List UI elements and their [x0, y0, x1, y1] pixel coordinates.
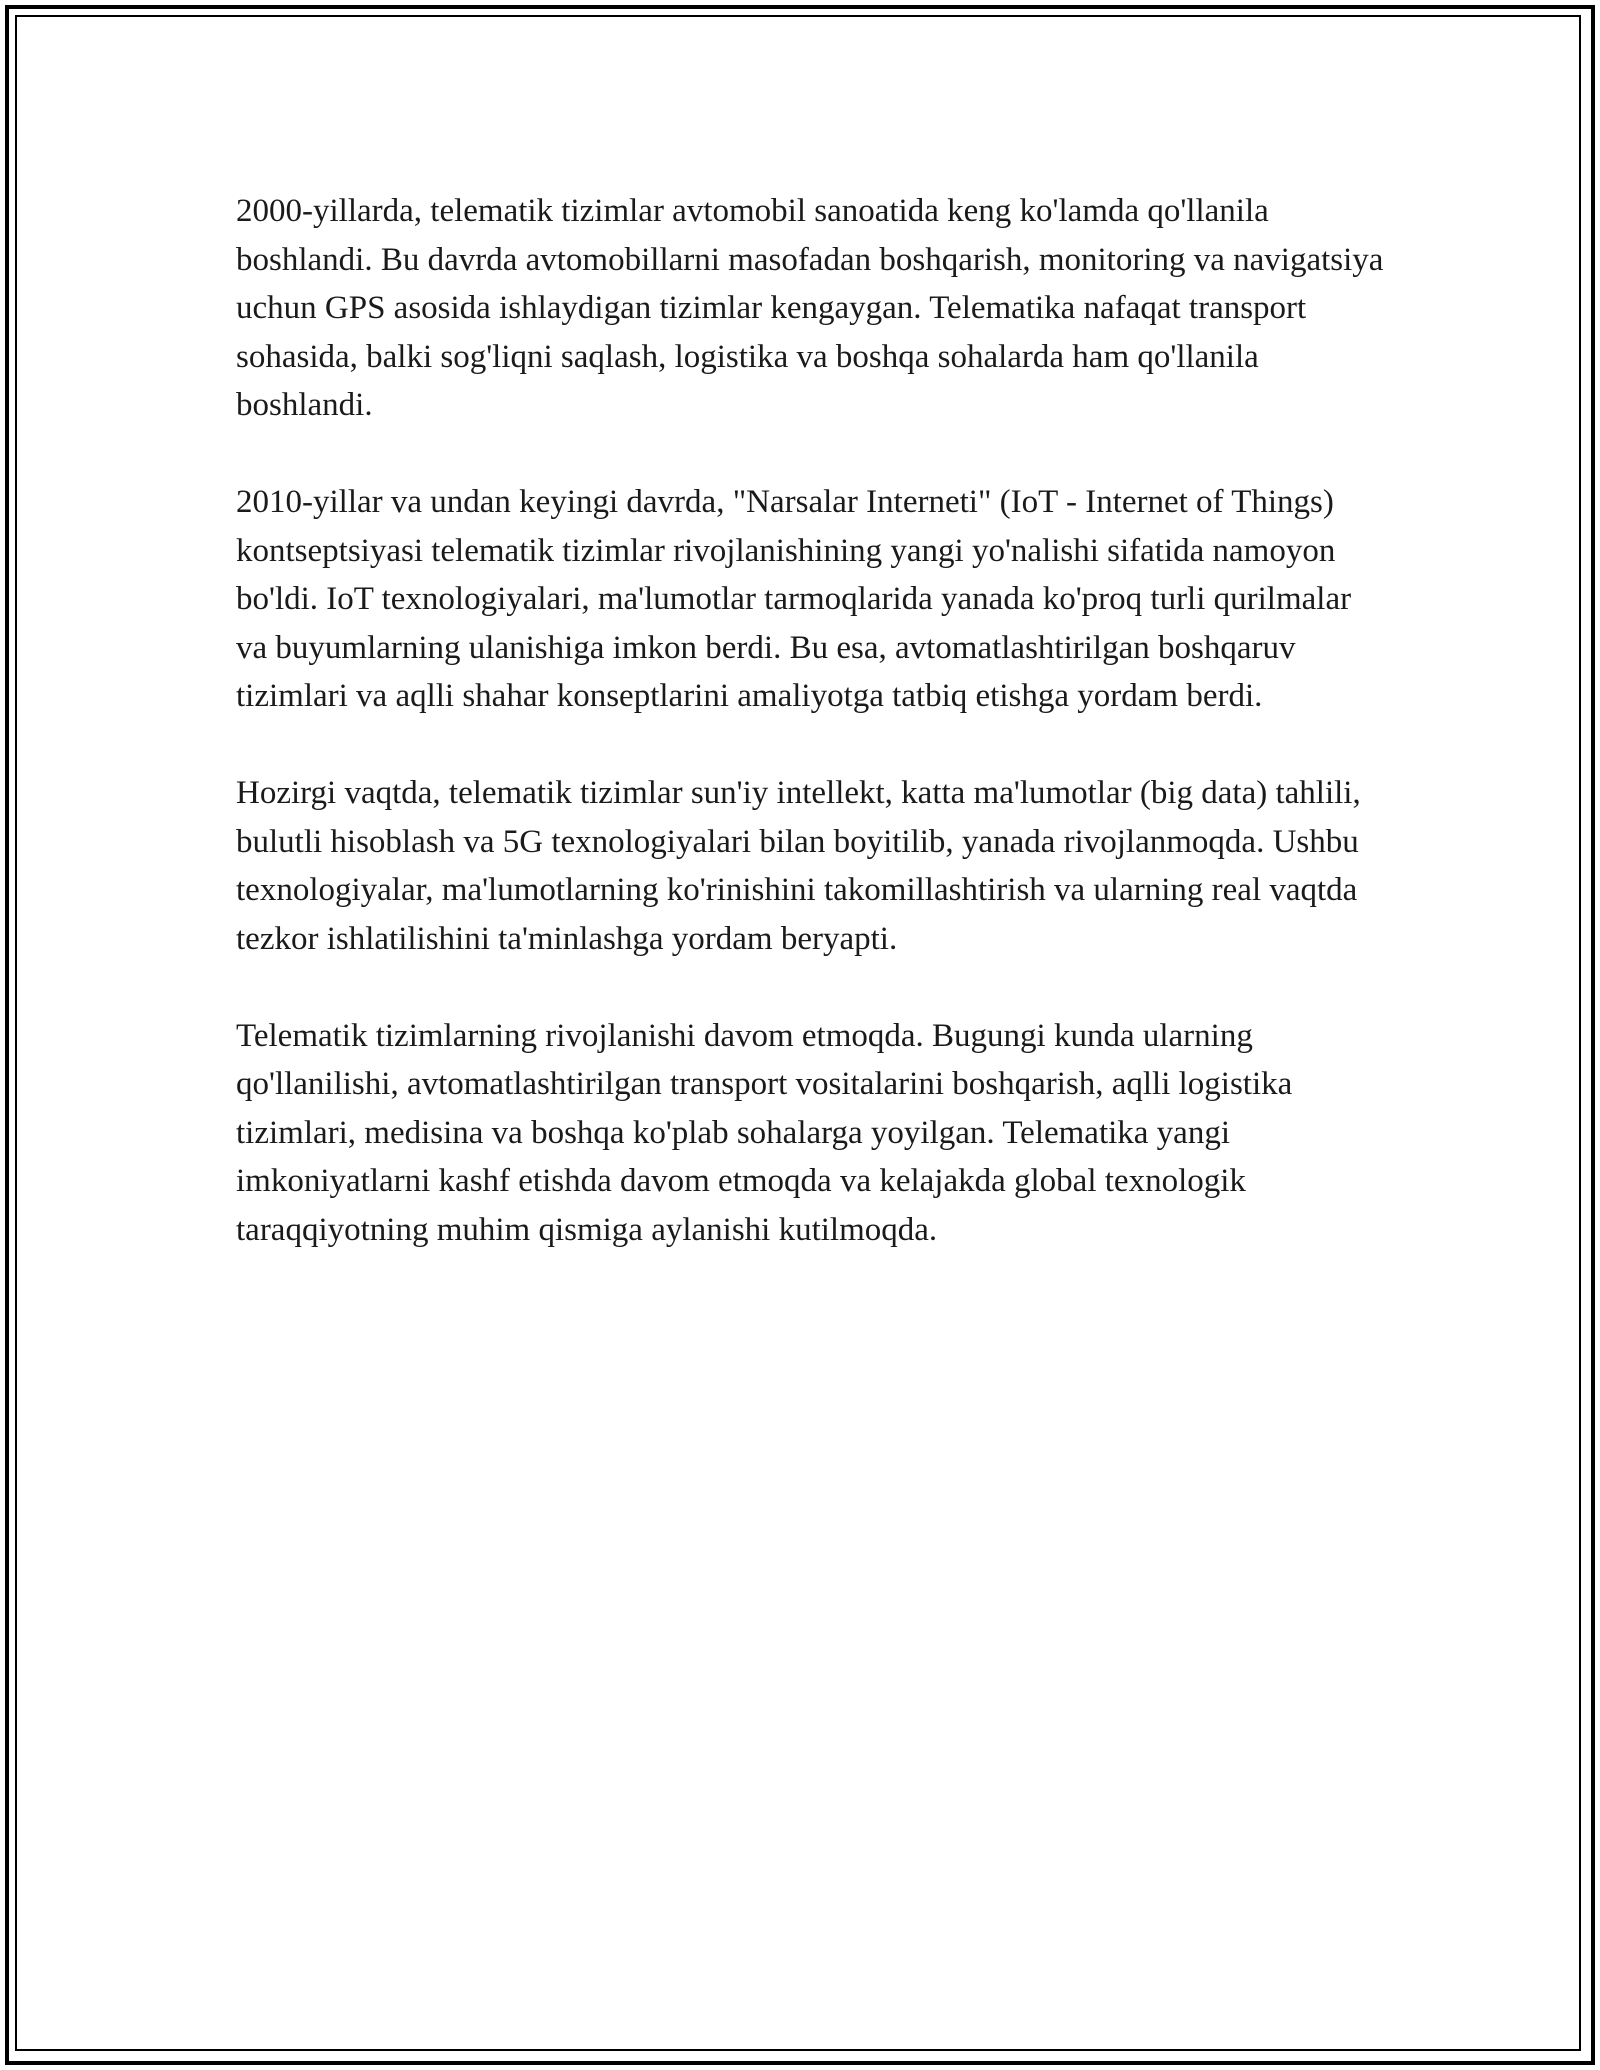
- paragraph-3: Hozirgi vaqtda, telematik tizimlar sun'iy intellekt, katta ma'lumotlar (big data) tahlili, bulutli hisoblash va 5G texnologiyalari bilan boyitilib, yanada rivojlanmoqda. Ushbu texnologiyalar, ma'lumotlarning ko'rinishini takomillashtirish va ularning real vaqtda tezkor ishlatilishini ta'minlashga yordam beryapti.: [236, 775, 1361, 957]
- paragraph-1: 2000-yillarda, telematik tizimlar avtomobil sanoatida keng ko'lamda qo'llanila boshlandi. Bu davrda avtomobillarni masofadan boshqarish, monitoring va navigatsiya uchun GPS asosida ishlaydigan tizimlar kengaygan. Telematika nafaqat transport sohasida, balki sog'liqni saqlash, logistika va boshqa sohalarda ham qo'llanila boshlandi.: [236, 193, 1384, 423]
- paragraph-4: Telematik tizimlarning rivojlanishi davom etmoqda. Bugungi kunda ularning qo'llanilishi, avtomatlashtirilgan transport vositalarini boshqarish, aqlli logistika tizimlari, medisina va boshqa ko'plab sohalarga yoyilgan. Telematika yangi imkoniyatlarni kashf etishda davom etmoqda va kelajakda global texnologik taraqqiyotning muhim qismiga aylanishi kutilmoqda.: [236, 1017, 1293, 1248]
- paragraph-2: 2010-yillar va undan keyingi davrda, "Narsalar Interneti" (IoT - Internet of Things) kontseptsiyasi telematik tizimlar rivojlanishining yangi yo'nalishi sifatida namoyon bo'ldi. IoT texnologiyalari, ma'lumotlar tarmoqlarida yanada ko'proq turli qurilmalar va buyumlarning ulanishiga imkon berdi. Bu esa, avtomatlashtirilgan boshqaruv tizimlari va aqlli shahar konseptlarini amaliyotga tatbiq etishga yordam berdi.: [236, 484, 1352, 714]
- document-body: [236, 187, 1386, 1303]
